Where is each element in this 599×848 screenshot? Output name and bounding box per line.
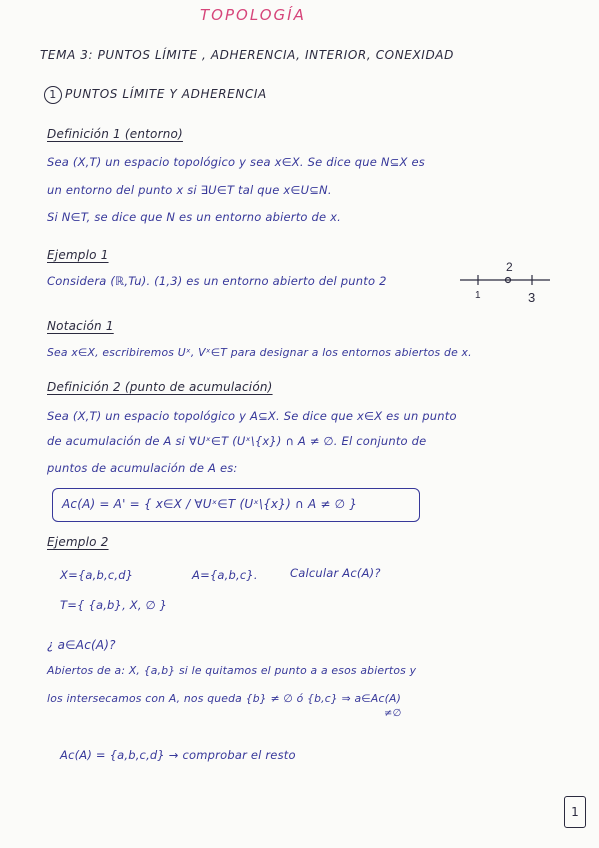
ej2-line-5: Ac(A) = {a,b,c,d} → comprobar el resto <box>60 748 296 762</box>
ej2-set-a: A={a,b,c}. <box>192 568 258 582</box>
section-heading <box>44 86 267 104</box>
not1-line-1: Sea x∈X, escribiremos Uˣ, Vˣ∈T para designar a los entornos abiertos de x. <box>47 346 472 359</box>
label-2: 2 <box>506 260 513 274</box>
section-title: PUNTOS LÍMITE Y ADHERENCIA <box>65 87 267 101</box>
def1-line-1: Sea (X,T) un espacio topológico y sea x∈X. Se dice que N⊆X es <box>47 155 425 169</box>
def2-line-2: de acumulación de A si ∀Uˣ∈T (Uˣ\{x}) ∩ A ≠ ∅. El conjunto de <box>47 434 427 448</box>
ej2-question-calc: Calcular Ac(A)? <box>290 566 381 580</box>
number-line-figure <box>456 256 556 308</box>
ej2-line-4-note: ≠∅ <box>384 708 402 719</box>
label-3: 3 <box>528 290 536 305</box>
def1-line-2: un entorno del punto x si ∃U∈T tal que x∈U⊆N. <box>47 183 332 197</box>
page-number-box: 1 <box>564 796 586 828</box>
def2-line-1: Sea (X,T) un espacio topológico y A⊆X. Se dice que x∈X es un punto <box>47 409 457 423</box>
page-title: TOPOLOGÍA <box>200 6 306 24</box>
tema-heading: TEMA 3: PUNTOS LÍMITE , ADHERENCIA, INTERIOR, CONEXIDAD <box>40 48 454 62</box>
ej2-question: ¿ a∈Ac(A)? <box>47 638 116 652</box>
ej2-heading: Ejemplo 2 <box>47 535 109 549</box>
ej1-line-1: Considera (ℝ,Tu). (1,3) es un entorno abierto del punto 2 <box>47 274 387 288</box>
not1-heading: Notación 1 <box>47 319 114 333</box>
ej2-topology: T={ {a,b}, X, ∅ } <box>60 598 168 612</box>
boxed-formula: Ac(A) = A' = { x∈X / ∀Uˣ∈T (Uˣ\{x}) ∩ A ≠ ∅ } <box>62 497 358 511</box>
def2-heading: Definición 2 (punto de acumulación) <box>47 380 273 394</box>
label-1: 1 <box>475 290 481 301</box>
ej2-set-x: X={a,b,c,d} <box>60 568 134 582</box>
def1-heading: Definición 1 (entorno) <box>47 127 183 141</box>
ej2-line-3: Abiertos de a: X, {a,b} si le quitamos el punto a a esos abiertos y <box>47 664 417 677</box>
def2-line-3: puntos de acumulación de A es: <box>47 461 238 475</box>
def1-line-3: Si N∈T, se dice que N es un entorno abierto de x. <box>47 210 341 224</box>
ej1-heading: Ejemplo 1 <box>47 248 109 262</box>
section-number: 1 <box>44 86 62 104</box>
ej2-line-4: los intersecamos con A, nos queda {b} ≠ ∅ ó {b,c} ⇒ a∈Ac(A) <box>47 692 402 705</box>
